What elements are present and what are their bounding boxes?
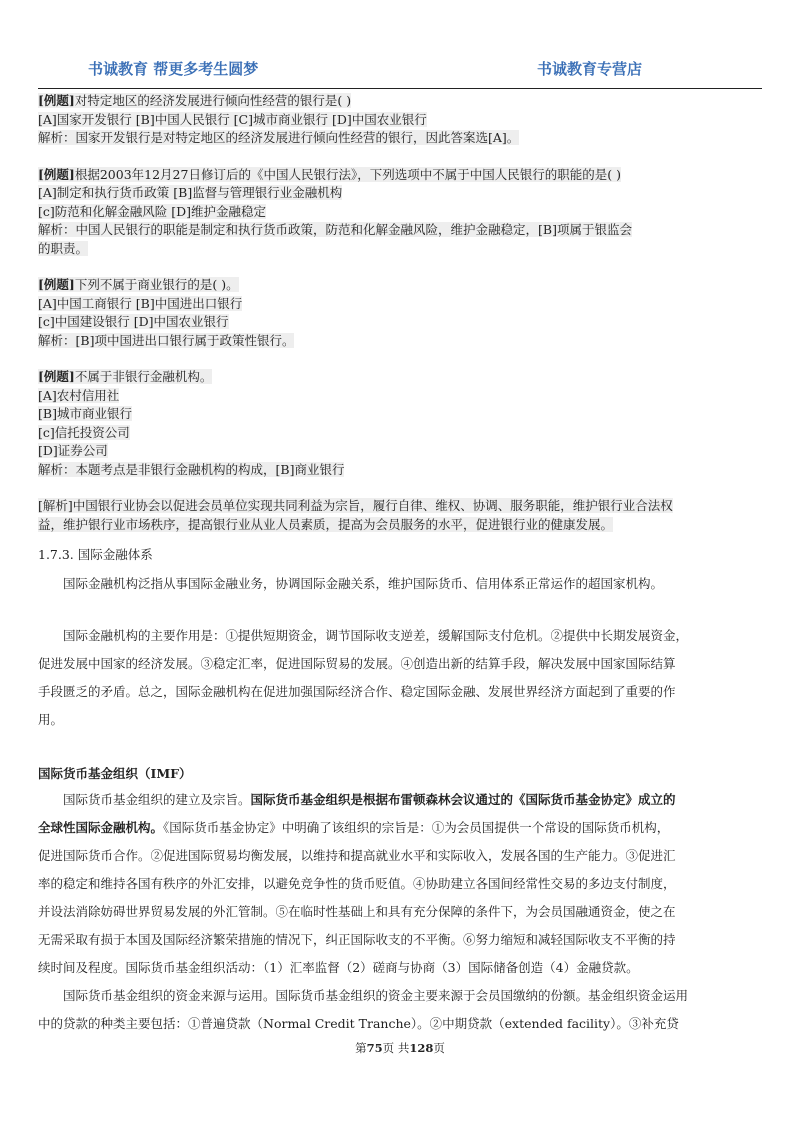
- example-3-options: [c]中国建设银行 [D]中国农业银行: [38, 314, 229, 329]
- section-paragraph: 国际金融机构泛指从事国际金融业务，协调国际金融关系，维护国际货币、信用体系正常运作的超国家机构。: [63, 576, 664, 591]
- example-3-question: [例题]下列不属于商业银行的是( )。: [38, 277, 239, 292]
- imf-paragraph-line: 中的贷款的种类主要包括：①普遍贷款（Normal Credit Tranche）。②中期贷款（extended facility）。③补充贷: [38, 1016, 679, 1031]
- example-3-options: [A]中国工商银行 [B]中国进出口银行: [38, 295, 243, 311]
- example-1-question: [例题]对特定地区的经济发展进行倾向性经营的银行是( ): [38, 93, 352, 108]
- total-page-count: 128: [409, 1041, 434, 1055]
- page-footer: 第75页 共128页: [355, 1041, 445, 1055]
- example-4-question: [例题]不属于非银行金融机构。: [38, 369, 213, 384]
- imf-paragraph-line: 国际货币基金组织的资金来源与运用。国际货币基金组织的资金主要来源于会员国缴纳的份额。基金组织资金运用: [63, 988, 689, 1003]
- imf-paragraph-line: 促进国际货币合作。②促进国际贸易均衡发展，以维持和提高就业水平和实际收入，发展各国的生产能力。③促进汇: [38, 848, 676, 863]
- imf-paragraph-line: 全球性国际金融机构。《国际货币基金协定》中明确了该组织的宗旨是：①为会员国提供一个常设的国际货币机构，: [38, 820, 670, 835]
- page-header: [0, 0, 800, 92]
- section-paragraph-line: 用。: [38, 712, 64, 727]
- example-4-option: [c]信托投资公司: [38, 424, 130, 440]
- example-4-analysis: 解析：本题考点是非银行金融机构的构成，[B]商业银行: [38, 461, 345, 477]
- example-4-option: [D]证券公司: [38, 443, 108, 458]
- current-page-number: 75: [366, 1041, 383, 1055]
- imf-paragraph-line: 无需采取有损于本国及国际经济繁荣措施的情况下，纠正国际收支的不平衡。⑥努力缩短和减轻国际收支不平衡的持: [38, 932, 676, 947]
- example-2-question: [例题]根据2003年12月27日修订后的《中国人民银行法》，下列选项中不属于中国人民银行的职能的是( ): [38, 166, 621, 182]
- association-note: 益，维护银行业市场秩序，提高银行业从业人员素质，提高为会员服务的水平，促进银行业的健康发展。: [38, 516, 614, 532]
- imf-paragraph-line: 国际货币基金组织的建立及宗旨。国际货币基金组织是根据布雷顿森林会议通过的《国际货币基金协定》成立的: [63, 792, 676, 807]
- example-tag: [例题]: [38, 369, 75, 384]
- imf-heading: 国际货币基金组织（IMF）: [38, 766, 192, 781]
- example-3-analysis: 解析：[B]项中国进出口银行属于政策性银行。: [38, 332, 295, 348]
- example-4-option: [B]城市商业银行: [38, 406, 132, 421]
- example-tag: [例题]: [38, 93, 75, 108]
- example-2-analysis: 解析：中国人民银行的职能是制定和执行货币政策，防范和化解金融风险，维护金融稳定，[B]项属于银监会: [38, 222, 632, 237]
- section-paragraph-line: 手段匮乏的矛盾。总之，国际金融机构在促进加强国际经济合作、稳定国际金融、发展世界经济方面起到了重要的作: [38, 684, 676, 699]
- section-title: 1.7.3. 国际金融体系: [38, 547, 153, 562]
- header-store-name: 书诚教育专营店: [537, 60, 643, 78]
- imf-paragraph-line: 并设法消除妨碍世界贸易发展的外汇管制。⑤在临时性基础上和具有充分保障的条件下，为会员国融通资金，使之在: [38, 904, 676, 919]
- association-note: [解析]中国银行业协会以促进会员单位实现共同利益为宗旨，履行自律、维权、协调、服务职能，维护银行业合法权: [38, 498, 673, 513]
- imf-paragraph-line: 率的稳定和维持各国有秩序的外汇安排，以避免竞争性的货币贬值。④协助建立各国间经常性交易的多边支付制度，: [38, 876, 676, 891]
- example-2-options: [A]制定和执行货币政策 [B]监督与管理银行业金融机构: [38, 185, 343, 200]
- example-tag: [例题]: [38, 277, 75, 292]
- example-4-option: [A]农村信用社: [38, 387, 120, 403]
- header-divider: [38, 88, 762, 89]
- example-2-analysis: 的职责。: [38, 240, 89, 256]
- header-brand-slogan: 书诚教育 帮更多考生圆梦: [88, 60, 259, 78]
- example-1-analysis: 解析：国家开发银行是对特定地区的经济发展进行倾向性经营的银行，因此答案选[A]。: [38, 130, 520, 145]
- section-paragraph-line: 促进发展中国家的经济发展。③稳定汇率，促进国际贸易的发展。④创造出新的结算手段，解决发展中国家国际结算: [38, 656, 676, 671]
- example-2-options: [c]防范和化解金融风险 [D]维护金融稳定: [38, 203, 267, 219]
- imf-paragraph-line: 续时间及程度。国际货币基金组织活动：（1）汇率监督（2）磋商与协商（3）国际储备创造（4）金融贷款。: [38, 960, 639, 975]
- section-paragraph-line: 国际金融机构的主要作用是：①提供短期资金，调节国际收支逆差，缓解国际支付危机。②提供中长期发展资金，: [63, 628, 689, 643]
- example-1-options: [A]国家开发银行 [B]中国人民银行 [C]城市商业银行 [D]中国农业银行: [38, 111, 427, 127]
- document-body: [38, 92, 762, 1038]
- example-tag: [例题]: [38, 166, 75, 182]
